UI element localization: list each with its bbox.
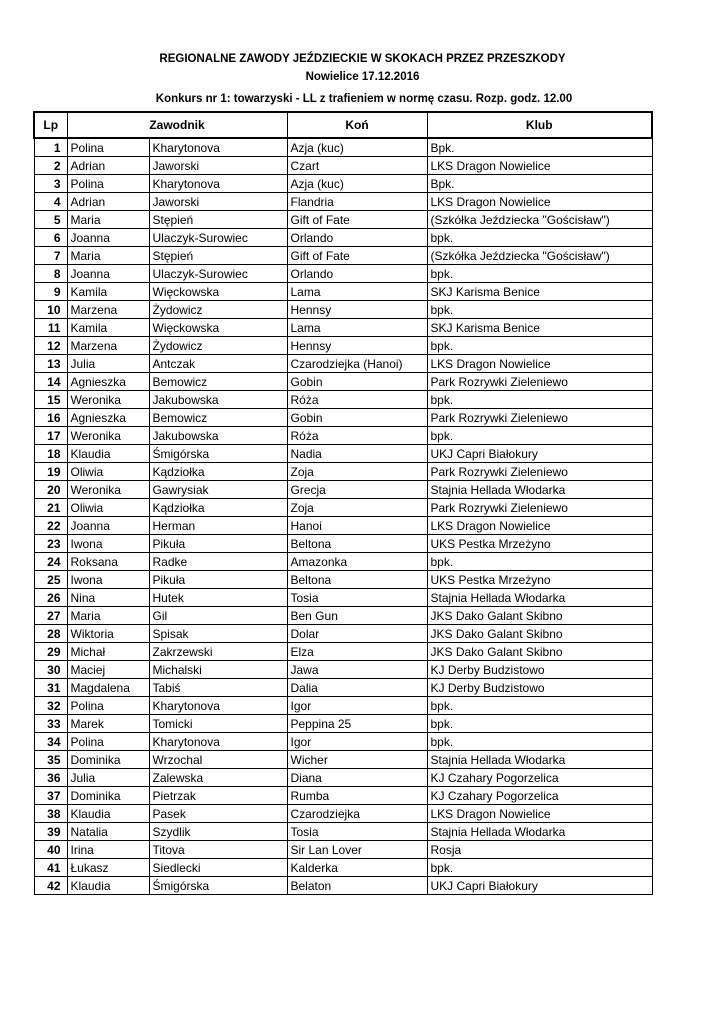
club-name: SKJ Karisma Benice [427, 319, 652, 337]
table-row [34, 877, 652, 895]
horse-name: Gobin [287, 409, 427, 427]
club-name: Bpk. [427, 138, 652, 157]
row-number: 5 [34, 211, 67, 229]
event-date-line: Nowielice 17.12.2016 [305, 71, 420, 83]
row-number: 29 [34, 643, 67, 661]
rider-last-name: Stępień [149, 211, 287, 229]
table-row [34, 661, 652, 679]
rider-first-name: Klaudia [67, 805, 149, 823]
rider-first-name: Polina [67, 733, 149, 751]
horse-name: Wicher [287, 751, 427, 769]
row-number: 33 [34, 715, 67, 733]
rider-last-name: Pasek [149, 805, 287, 823]
rider-last-name: Jaworski [149, 193, 287, 211]
table-row [34, 481, 652, 499]
club-name: UKJ Capri Białokury [427, 877, 652, 895]
horse-name: Orlando [287, 265, 427, 283]
rider-first-name: Polina [67, 175, 149, 193]
table-row [34, 265, 652, 283]
rider-last-name: Kharytonova [149, 175, 287, 193]
table-row [34, 841, 652, 859]
table-row [34, 571, 652, 589]
row-number: 22 [34, 517, 67, 535]
table-row [34, 733, 652, 751]
horse-name: Orlando [287, 229, 427, 247]
rider-last-name: Żydowicz [149, 337, 287, 355]
rider-first-name: Kamila [67, 283, 149, 301]
table-row [34, 193, 652, 211]
table-row [34, 553, 652, 571]
rider-first-name: Wiktoria [67, 625, 149, 643]
table-row [34, 445, 652, 463]
rider-last-name: Śmigórska [149, 445, 287, 463]
horse-name: Amazonka [287, 553, 427, 571]
rider-first-name: Weronika [67, 391, 149, 409]
rider-first-name: Weronika [67, 481, 149, 499]
row-number: 25 [34, 571, 67, 589]
table-row [34, 697, 652, 715]
rider-first-name: Irina [67, 841, 149, 859]
rider-last-name: Herman [149, 517, 287, 535]
table-row [34, 679, 652, 697]
rider-first-name: Maria [67, 607, 149, 625]
rider-first-name: Klaudia [67, 877, 149, 895]
rider-last-name: Hutek [149, 589, 287, 607]
club-name: Stajnia Hellada Włodarka [427, 589, 652, 607]
table-row [34, 175, 652, 193]
horse-name: Dalia [287, 679, 427, 697]
club-name: LKS Dragon Nowielice [427, 805, 652, 823]
rider-first-name: Adrian [67, 193, 149, 211]
rider-last-name: Michalski [149, 661, 287, 679]
rider-first-name: Kamila [67, 319, 149, 337]
row-number: 36 [34, 769, 67, 787]
rider-last-name: Więckowska [149, 283, 287, 301]
table-row [34, 823, 652, 841]
table-row [34, 301, 652, 319]
club-name: KJ Czahary Pogorzelica [427, 769, 652, 787]
row-number: 21 [34, 499, 67, 517]
rider-last-name: Gawrysiak [149, 481, 287, 499]
horse-name: Lama [287, 283, 427, 301]
rider-last-name: Pietrzak [149, 787, 287, 805]
rider-last-name: Gil [149, 607, 287, 625]
club-name: Park Rozrywki Zieleniewo [427, 463, 652, 481]
row-number: 17 [34, 427, 67, 445]
row-number: 2 [34, 157, 67, 175]
rider-last-name: Szydlik [149, 823, 287, 841]
row-number: 28 [34, 625, 67, 643]
horse-name: Róża [287, 391, 427, 409]
rider-last-name: Antczak [149, 355, 287, 373]
horse-name: Jawa [287, 661, 427, 679]
rider-last-name: Jakubowska [149, 427, 287, 445]
horse-name: Igor [287, 697, 427, 715]
row-number: 42 [34, 877, 67, 895]
rider-first-name: Joanna [67, 517, 149, 535]
row-number: 26 [34, 589, 67, 607]
rider-first-name: Maria [67, 211, 149, 229]
row-number: 12 [34, 337, 67, 355]
row-number: 39 [34, 823, 67, 841]
horse-name: Grecja [287, 481, 427, 499]
horse-name: Zoja [287, 499, 427, 517]
table-row [34, 337, 652, 355]
row-number: 3 [34, 175, 67, 193]
rider-last-name: Spisak [149, 625, 287, 643]
club-name: Stajnia Hellada Włodarka [427, 823, 652, 841]
club-name: bpk. [427, 859, 652, 877]
club-name: LKS Dragon Nowielice [427, 193, 652, 211]
club-name: Stajnia Hellada Włodarka [427, 751, 652, 769]
club-name: Park Rozrywki Zieleniewo [427, 499, 652, 517]
club-name: bpk. [427, 697, 652, 715]
rider-last-name: Zakrzewski [149, 643, 287, 661]
rider-first-name: Roksana [67, 553, 149, 571]
row-number: 41 [34, 859, 67, 877]
rider-first-name: Iwona [67, 535, 149, 553]
table-row [34, 409, 652, 427]
rider-last-name: Radke [149, 553, 287, 571]
rider-last-name: Kharytonova [149, 138, 287, 157]
horse-name: Hennsy [287, 301, 427, 319]
horse-name: Lama [287, 319, 427, 337]
table-row [34, 787, 652, 805]
rider-first-name: Łukasz [67, 859, 149, 877]
club-name: KJ Derby Budzistowo [427, 679, 652, 697]
row-number: 10 [34, 301, 67, 319]
rider-first-name: Nina [67, 589, 149, 607]
rider-last-name: Tabiś [149, 679, 287, 697]
rider-last-name: Ulaczyk-Surowiec [149, 229, 287, 247]
row-number: 16 [34, 409, 67, 427]
horse-name: Flandria [287, 193, 427, 211]
row-number: 40 [34, 841, 67, 859]
rider-first-name: Agnieszka [67, 409, 149, 427]
table-row [34, 607, 652, 625]
club-name: bpk. [427, 391, 652, 409]
column-header-lp: Lp [34, 112, 67, 138]
club-name: UKJ Capri Białokury [427, 445, 652, 463]
rider-last-name: Kharytonova [149, 697, 287, 715]
rider-first-name: Magdalena [67, 679, 149, 697]
table-row [34, 499, 652, 517]
rider-last-name: Bemowicz [149, 409, 287, 427]
horse-name: Czart [287, 157, 427, 175]
table-body [34, 138, 652, 895]
row-number: 27 [34, 607, 67, 625]
rider-last-name: Pikuła [149, 571, 287, 589]
club-name: bpk. [427, 265, 652, 283]
club-name: (Szkółka Jeździecka "Gościsław") [427, 247, 652, 265]
club-name: JKS Dako Galant Skibno [427, 643, 652, 661]
table-row [34, 247, 652, 265]
rider-last-name: Ulaczyk-Surowiec [149, 265, 287, 283]
table-row [34, 769, 652, 787]
rider-first-name: Maria [67, 247, 149, 265]
club-name: bpk. [427, 337, 652, 355]
rider-first-name: Oliwia [67, 463, 149, 481]
row-number: 38 [34, 805, 67, 823]
club-name: LKS Dragon Nowielice [427, 157, 652, 175]
rider-last-name: Jakubowska [149, 391, 287, 409]
column-header-rider: Zawodnik [67, 112, 287, 138]
table-row [34, 625, 652, 643]
rider-last-name: Zalewska [149, 769, 287, 787]
club-name: Bpk. [427, 175, 652, 193]
rider-last-name: Śmigórska [149, 877, 287, 895]
club-name: JKS Dako Galant Skibno [427, 607, 652, 625]
rider-first-name: Weronika [67, 427, 149, 445]
rider-last-name: Kharytonova [149, 733, 287, 751]
table-row [34, 859, 652, 877]
club-name: LKS Dragon Nowielice [427, 355, 652, 373]
row-number: 31 [34, 679, 67, 697]
horse-name: Dolar [287, 625, 427, 643]
row-number: 30 [34, 661, 67, 679]
row-number: 15 [34, 391, 67, 409]
row-number: 8 [34, 265, 67, 283]
club-name: SKJ Karisma Benice [427, 283, 652, 301]
rider-last-name: Jaworski [149, 157, 287, 175]
table-row [34, 138, 652, 157]
rider-first-name: Polina [67, 697, 149, 715]
rider-first-name: Natalia [67, 823, 149, 841]
row-number: 9 [34, 283, 67, 301]
rider-last-name: Żydowicz [149, 301, 287, 319]
club-name: bpk. [427, 301, 652, 319]
horse-name: Azja (kuc) [287, 175, 427, 193]
club-name: bpk. [427, 229, 652, 247]
horse-name: Rumba [287, 787, 427, 805]
horse-name: Czarodziejka (Hanoi) [287, 355, 427, 373]
horse-name: Róża [287, 427, 427, 445]
club-name: Rosja [427, 841, 652, 859]
rider-first-name: Dominika [67, 787, 149, 805]
rider-first-name: Oliwia [67, 499, 149, 517]
rider-first-name: Joanna [67, 265, 149, 283]
table-row [34, 517, 652, 535]
horse-name: Kalderka [287, 859, 427, 877]
table-row [34, 427, 652, 445]
horse-name: Azja (kuc) [287, 138, 427, 157]
table-row [34, 805, 652, 823]
horse-name: Ben Gun [287, 607, 427, 625]
table-row [34, 715, 652, 733]
rider-first-name: Michał [67, 643, 149, 661]
table-row [34, 157, 652, 175]
table-row [34, 283, 652, 301]
club-name: UKS Pestka Mrzeżyno [427, 535, 652, 553]
horse-name: Gift of Fate [287, 211, 427, 229]
contest-description: Konkurs nr 1: towarzyski - LL z trafieniem w normę czasu. Rozp. godz. 12.00 [155, 93, 573, 105]
club-name: bpk. [427, 733, 652, 751]
horse-name: Beltona [287, 535, 427, 553]
row-number: 34 [34, 733, 67, 751]
row-number: 6 [34, 229, 67, 247]
table-row [34, 463, 652, 481]
rider-last-name: Tomicki [149, 715, 287, 733]
table-row [34, 355, 652, 373]
horse-name: Hennsy [287, 337, 427, 355]
club-name: Stajnia Hellada Włodarka [427, 481, 652, 499]
table-row [34, 643, 652, 661]
row-number: 37 [34, 787, 67, 805]
rider-last-name: Kądziołka [149, 499, 287, 517]
horse-name: Belaton [287, 877, 427, 895]
column-header-club: Klub [427, 112, 652, 138]
horse-name: Tosia [287, 823, 427, 841]
horse-name: Peppina 25 [287, 715, 427, 733]
rider-first-name: Marzena [67, 301, 149, 319]
row-number: 13 [34, 355, 67, 373]
horse-name: Diana [287, 769, 427, 787]
club-name: bpk. [427, 715, 652, 733]
table-row [34, 229, 652, 247]
table-row [34, 751, 652, 769]
horse-name: Elza [287, 643, 427, 661]
row-number: 20 [34, 481, 67, 499]
row-number: 4 [34, 193, 67, 211]
rider-first-name: Marzena [67, 337, 149, 355]
start-list-table [33, 111, 653, 895]
table-row [34, 319, 652, 337]
table-row [34, 589, 652, 607]
row-number: 32 [34, 697, 67, 715]
rider-first-name: Polina [67, 138, 149, 157]
club-name: KJ Czahary Pogorzelica [427, 787, 652, 805]
club-name: Park Rozrywki Zieleniewo [427, 409, 652, 427]
table-row [34, 211, 652, 229]
column-header-horse: Koń [287, 112, 427, 138]
horse-name: Igor [287, 733, 427, 751]
rider-first-name: Marek [67, 715, 149, 733]
row-number: 7 [34, 247, 67, 265]
club-name: bpk. [427, 553, 652, 571]
table-row [34, 535, 652, 553]
rider-last-name: Pikuła [149, 535, 287, 553]
club-name: Park Rozrywki Zieleniewo [427, 373, 652, 391]
table-row [34, 391, 652, 409]
row-number: 35 [34, 751, 67, 769]
rider-first-name: Joanna [67, 229, 149, 247]
horse-name: Nadia [287, 445, 427, 463]
row-number: 11 [34, 319, 67, 337]
horse-name: Gobin [287, 373, 427, 391]
horse-name: Sir Lan Lover [287, 841, 427, 859]
rider-first-name: Iwona [67, 571, 149, 589]
row-number: 23 [34, 535, 67, 553]
table-row [34, 373, 652, 391]
rider-first-name: Julia [67, 769, 149, 787]
club-name: LKS Dragon Nowielice [427, 517, 652, 535]
rider-last-name: Więckowska [149, 319, 287, 337]
row-number: 1 [34, 138, 67, 157]
rider-last-name: Titova [149, 841, 287, 859]
horse-name: Gift of Fate [287, 247, 427, 265]
rider-last-name: Kądziołka [149, 463, 287, 481]
rider-first-name: Klaudia [67, 445, 149, 463]
rider-first-name: Adrian [67, 157, 149, 175]
horse-name: Tosia [287, 589, 427, 607]
club-name: UKS Pestka Mrzeżyno [427, 571, 652, 589]
row-number: 24 [34, 553, 67, 571]
row-number: 19 [34, 463, 67, 481]
horse-name: Beltona [287, 571, 427, 589]
rider-last-name: Bemowicz [149, 373, 287, 391]
club-name: JKS Dako Galant Skibno [427, 625, 652, 643]
club-name: (Szkółka Jeździecka "Gościsław") [427, 211, 652, 229]
horse-name: Hanoi [287, 517, 427, 535]
rider-last-name: Wrzochal [149, 751, 287, 769]
table-header-row [34, 112, 652, 138]
club-name: bpk. [427, 427, 652, 445]
rider-last-name: Stępień [149, 247, 287, 265]
rider-first-name: Julia [67, 355, 149, 373]
row-number: 14 [34, 373, 67, 391]
row-number: 18 [34, 445, 67, 463]
rider-first-name: Agnieszka [67, 373, 149, 391]
rider-first-name: Maciej [67, 661, 149, 679]
document-title: REGIONALNE ZAWODY JEŹDZIECKIE W SKOKACH PRZEZ PRZESZKODY [159, 53, 566, 65]
horse-name: Czarodziejka [287, 805, 427, 823]
rider-first-name: Dominika [67, 751, 149, 769]
rider-last-name: Siedlecki [149, 859, 287, 877]
club-name: KJ Derby Budzistowo [427, 661, 652, 679]
horse-name: Zoja [287, 463, 427, 481]
